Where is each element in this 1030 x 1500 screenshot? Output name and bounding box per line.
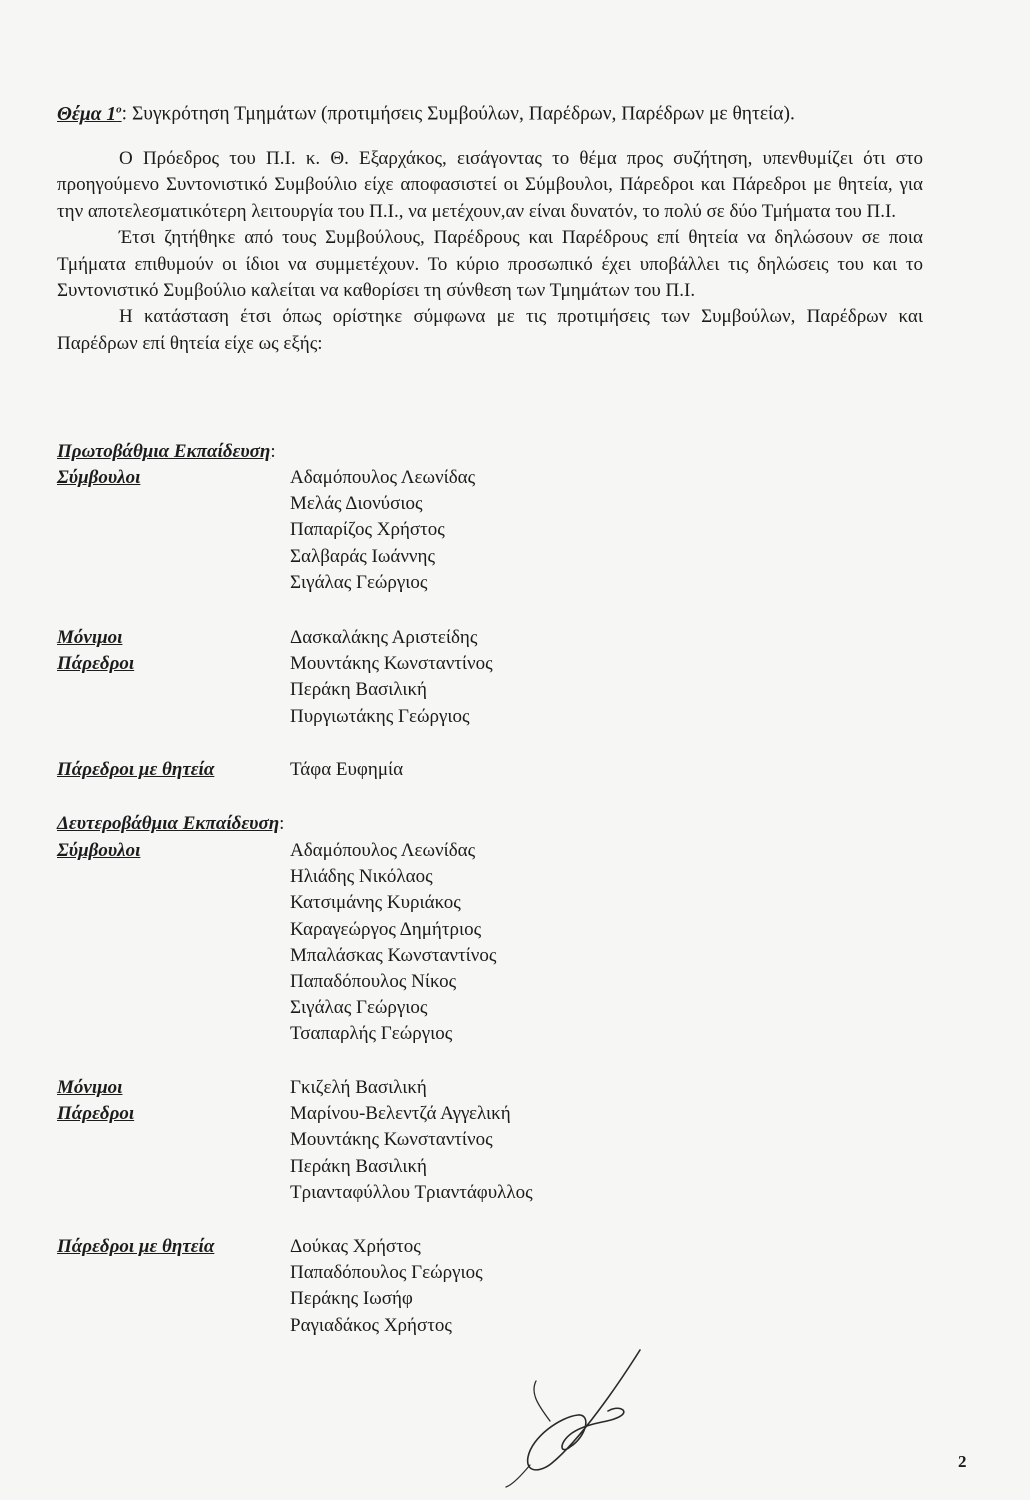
group-label: Σύμβουλοι	[57, 840, 141, 861]
list-item: Περάκης Ιωσήφ	[290, 1288, 413, 1310]
list-item: Κατσιμάνης Κυριάκος	[290, 892, 461, 914]
list-item: Δασκαλάκης Αριστείδης	[290, 627, 478, 648]
paragraph-3: Η κατάσταση έτσι όπως ορίστηκε σύμφωνα με τις προτιμήσεις των Συμβούλων, Παρέδρων και Παρέδρων επί θητεία είχε ως εξής:	[57, 306, 923, 354]
list-item: Μελάς Διονύσιος	[290, 493, 423, 515]
page-number: 2	[958, 1452, 967, 1471]
bleed-through-text	[70, 70, 75, 92]
list-item: Μουντάκης Κωνσταντίνος	[290, 653, 493, 675]
signature	[500, 1345, 680, 1490]
list-item: Σιγάλας Γεώργιος	[290, 571, 428, 593]
list-item: Παπαδόπουλος Γεώργιος	[290, 1262, 483, 1284]
list-item: Αδαμόπουλος Λεωνίδας	[290, 467, 476, 488]
name-list	[290, 1075, 533, 1206]
name-list	[290, 757, 403, 783]
list-item: Περάκη Βασιλική	[290, 679, 427, 701]
group-label: Σύμβουλοι	[57, 467, 141, 488]
list-item: Μπαλάσκας Κωνσταντίνος	[290, 944, 497, 966]
paragraph-1: Ο Πρόεδρος του Π.Ι. κ. Θ. Εξαρχάκος, εισάγοντας το θέμα προς συζήτηση, υπενθυμίζει ότι στο προηγούμενο Συντονιστικό Συμβούλιο είχε αποφασιστεί οι Σύμβουλοι, Πάρεδροι και Πάρεδροι με θητεία, για την αποτελεσματικότερη λειτουργία του Π.Ι., να μετέχουν,αν είναι δυνατόν, το πολύ σε δύο Τμήματα του Π.Ι.	[57, 148, 923, 222]
list-item: Παπαδόπουλος Νίκος	[290, 971, 457, 993]
list-item: Σαλβαράς Ιωάννης	[290, 545, 435, 567]
list-item: Γκιζελή Βασιλική	[290, 1077, 427, 1098]
list-item: Τριανταφύλλου Τριαντάφυλλος	[290, 1181, 533, 1203]
group-label: Μόνιμοι Πάρεδροι	[57, 627, 135, 675]
section-title-primary: Πρωτοβάθμια Εκπαίδευση:	[57, 441, 276, 462]
topic-heading: Θέμα $1^o$: Συγκρότηση Τμημάτων (προτιμήσεις Συμβούλων, Παρέδρων, Παρέδρων με θητεία).	[57, 103, 795, 125]
list-item: Ηλιάδης Νικόλαος	[290, 866, 433, 888]
list-item: Σιγάλας Γεώργιος	[290, 997, 428, 1019]
section-title-secondary: Δευτεροβάθμια Εκπαίδευση:	[57, 813, 285, 834]
list-item: Μαρίνου-Βελεντζά Αγγελική	[290, 1103, 511, 1125]
list-item: Τάφα Ευφημία	[290, 759, 404, 780]
list-item: Ραγιαδάκος Χρήστος	[290, 1314, 452, 1336]
list-item: Περάκη Βασιλική	[290, 1155, 427, 1177]
body-text	[57, 146, 923, 357]
list-item: Πυργιωτάκης Γεώργιος	[290, 705, 470, 727]
group-label: Πάρεδροι με θητεία	[57, 759, 215, 780]
name-list	[290, 838, 496, 1048]
group-label: Πάρεδροι με θητεία	[57, 1236, 215, 1257]
name-list	[290, 465, 475, 596]
name-list	[290, 625, 493, 730]
list-item: Καραγεώργος Δημήτριος	[290, 918, 482, 940]
topic-title: Συγκρότηση Τμημάτων (προτιμήσεις Συμβούλων, Παρέδρων, Παρέδρων με θητεία).	[127, 103, 795, 125]
list-item: Δούκας Χρήστος	[290, 1236, 421, 1257]
list-item: Τσαπαρλής Γεώργιος	[290, 1023, 453, 1045]
list-item: Μουντάκης Κωνσταντίνος	[290, 1129, 493, 1151]
name-list	[290, 1234, 483, 1339]
group-label: Μόνιμοι Πάρεδροι	[57, 1077, 135, 1125]
list-item: Παπαρίζος Χρήστος	[290, 519, 445, 541]
list-item: Αδαμόπουλος Λεωνίδας	[290, 840, 476, 861]
paragraph-2: Έτσι ζητήθηκε από τους Συμβούλους, Παρέδρους και Παρέδρους επί θητεία να δηλώσουν σε ποια Τμήματα επιθυμούν οι ίδιοι να συμμετέχουν. Το κύριο προσωπικό έχει υποβάλλει τις δηλώσεις του και το Συντονιστικό Συμβούλιο καλείται να καθορίσει τη σύνθεση των Τμημάτων του Π.Ι.	[57, 227, 923, 302]
topic-label: Θέμα $1^o$	[57, 103, 122, 125]
